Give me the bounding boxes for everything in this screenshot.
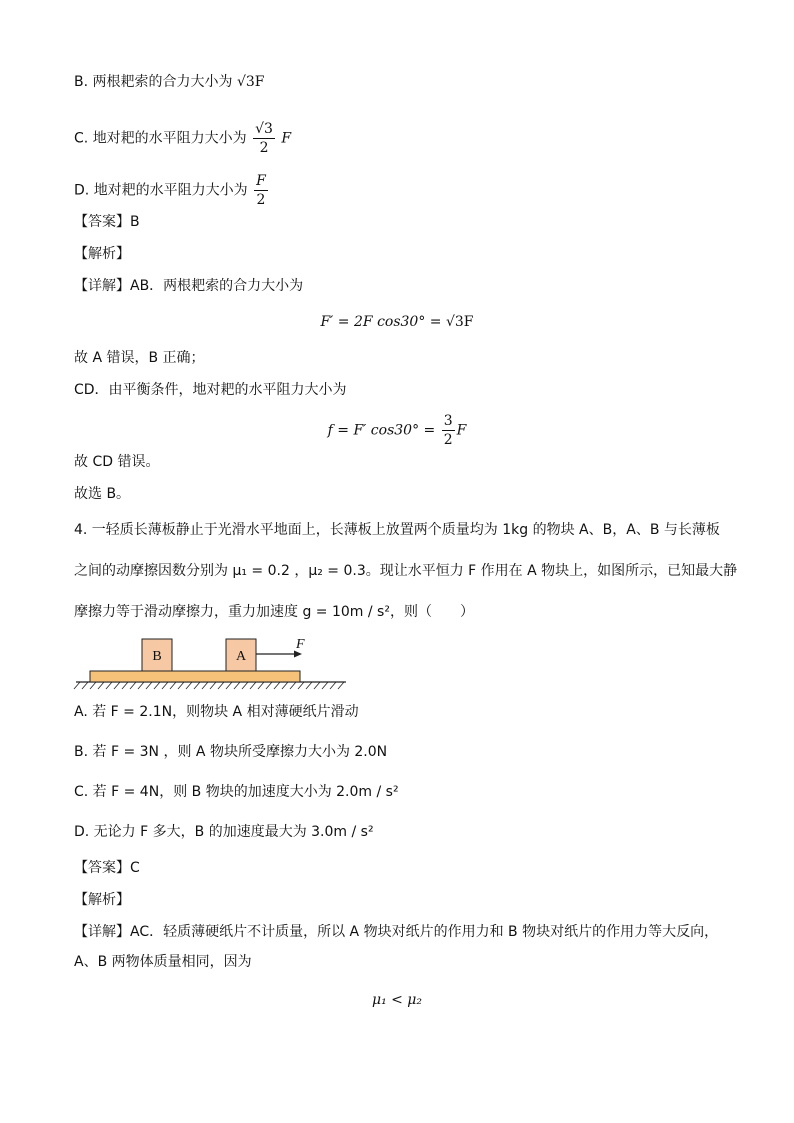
q3-line-3: CD．由平衡条件，地对耙的水平阻力大小为 [74, 382, 347, 398]
fraction-numerator: 3 [443, 413, 453, 429]
q4-option-b: B. 若 F = 3N ，则 A 物块所受摩擦力大小为 2.0N [74, 744, 388, 760]
option-text: 地对耙的水平阻力大小为 [93, 182, 248, 199]
fraction-numerator: F [256, 173, 266, 189]
variable: F [281, 130, 292, 147]
fraction [253, 120, 275, 157]
block-a-label: A [235, 649, 247, 664]
equation-text: μ₁ < μ₂ [371, 992, 423, 1008]
q3-line-4: 故 CD 错误。 [74, 454, 160, 470]
fraction [254, 172, 268, 209]
option-label: D. [74, 182, 90, 199]
q3-option-d [74, 172, 270, 209]
force-label: F [296, 637, 305, 652]
option-text: 两根耙索的合力大小为 [92, 74, 233, 90]
q3-equation-2 [0, 412, 794, 449]
fraction [442, 412, 455, 449]
equation-left: F′ = 2F cos30° = [320, 314, 446, 330]
q3-detail-1: 【详解】AB．两根耙索的合力大小为 [74, 278, 304, 294]
q4-option-d: D. 无论力 F 多大，B 的加速度最大为 3.0m / s² [74, 824, 374, 840]
q4-detail-2: A、B 两物体质量相同，因为 [74, 954, 252, 970]
q4-answer: 【答案】C [74, 860, 140, 876]
q4-option-a: A. 若 F = 2.1N，则物块 A 相对薄硬纸片滑动 [74, 704, 359, 720]
q4-stem-line-2: 之间的动摩擦因数分别为 μ₁ = 0.2 ，μ₂ = 0.3。现让水平恒力 F 作用在 A 物块上，如图所示，已知最大静 [74, 563, 738, 579]
option-label: B. [74, 74, 89, 90]
equation-right: √3F [445, 314, 474, 330]
q4-stem-line-3: 摩擦力等于滑动摩擦力，重力加速度 g = 10m / s²，则（ ） [74, 604, 474, 620]
q3-option-b [74, 72, 265, 92]
equation-left: f = F′ cos30° = [327, 422, 440, 439]
option-math: √3F [236, 74, 265, 90]
q3-option-c [74, 120, 291, 157]
q4-detail-1: 【详解】AC．轻质薄硬纸片不计质量，所以 A 物块对纸片的作用力和 B 物块对纸片的作用力等大反向， [74, 924, 719, 940]
q4-option-c: C. 若 F = 4N，则 B 物块的加速度大小为 2.0m / s² [74, 784, 399, 800]
fraction-denominator: 2 [443, 432, 453, 448]
fraction-denominator: 2 [256, 192, 266, 208]
q3-line-2: 故 A 错误，B 正确； [74, 350, 205, 366]
q4-analysis-tag: 【解析】 [74, 892, 130, 908]
ground-hatching [74, 682, 344, 689]
q3-equation-1 [0, 312, 794, 332]
fraction-numerator: √3 [255, 121, 273, 137]
long-board [90, 671, 300, 682]
option-text: 地对耙的水平阻力大小为 [92, 130, 247, 147]
q3-answer: 【答案】B [74, 214, 140, 230]
variable: F [456, 422, 467, 439]
q4-equation [0, 990, 794, 1010]
option-label: C. [74, 130, 89, 147]
q3-line-5: 故选 B。 [74, 486, 131, 502]
block-b-label: B [152, 649, 162, 664]
q4-figure [70, 634, 360, 694]
fraction-denominator: 2 [259, 140, 269, 156]
q4-stem-line-1: 4. 一轻质长薄板静止于光滑水平地面上，长薄板上放置两个质量均为 1kg 的物块 A、B，A、B 与长薄板 [74, 522, 720, 538]
q3-analysis-tag: 【解析】 [74, 246, 130, 262]
